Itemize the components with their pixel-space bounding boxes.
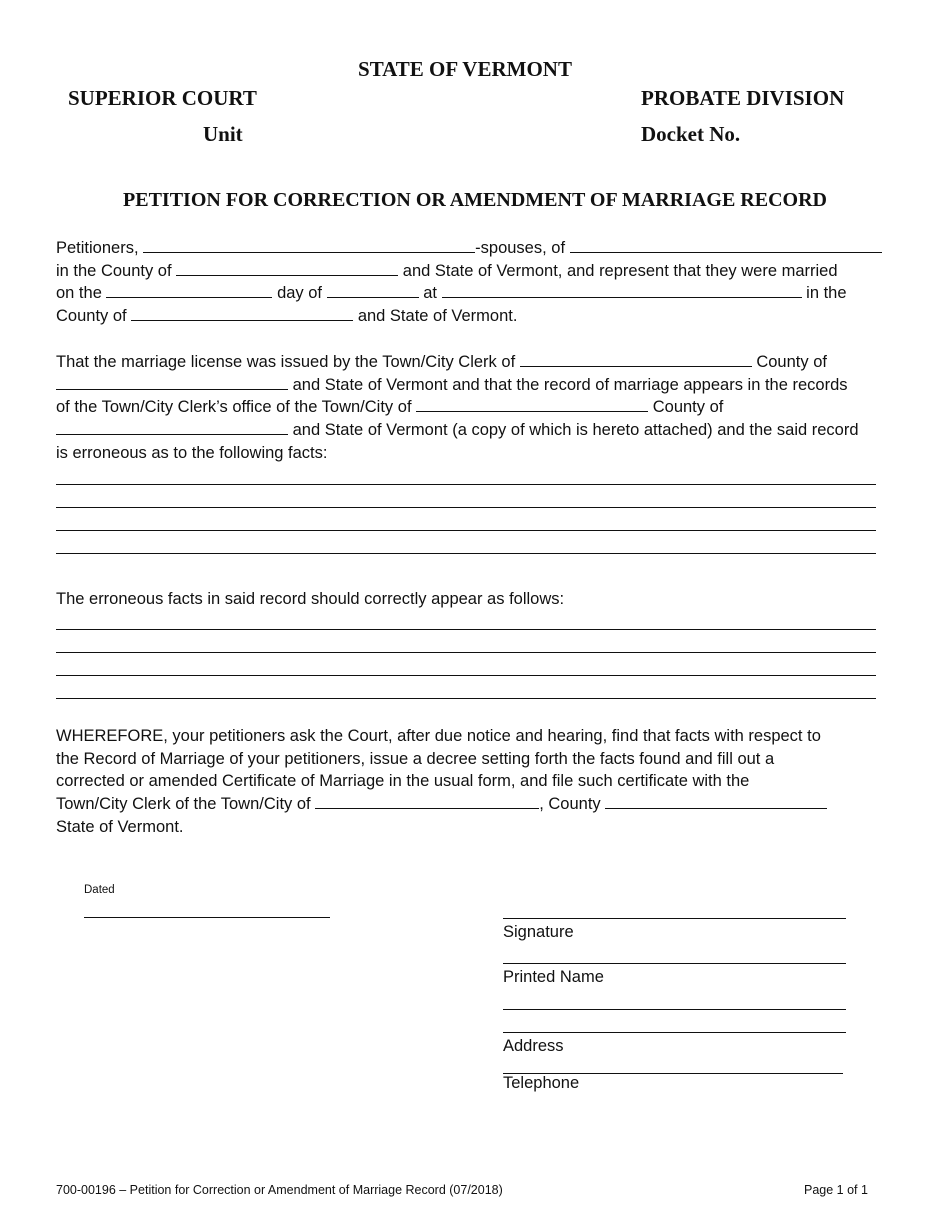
- record-town-field[interactable]: [416, 396, 648, 412]
- marriage-day-field[interactable]: [106, 282, 272, 298]
- correct-facts-line-1[interactable]: [56, 629, 876, 630]
- erroneous-facts-line-3[interactable]: [56, 530, 876, 531]
- certificate-county-field[interactable]: [605, 793, 827, 809]
- erroneous-facts-line-2[interactable]: [56, 507, 876, 508]
- erroneous-facts-line-4[interactable]: [56, 553, 876, 554]
- marriage-county-field[interactable]: [131, 305, 353, 321]
- license-county-field[interactable]: [56, 374, 288, 390]
- certificate-town-field[interactable]: [315, 793, 539, 809]
- marriage-place-field[interactable]: [442, 282, 802, 298]
- page-title: PETITION FOR CORRECTION OR AMENDMENT OF MARRIAGE RECORD: [123, 189, 827, 211]
- form-id-footer: 700-00196 – Petition for Correction or Amendment of Marriage Record (07/2018): [56, 1183, 503, 1197]
- address-label: Address: [503, 1037, 564, 1055]
- dated-label: Dated: [84, 884, 115, 896]
- page-number: Page 1 of 1: [804, 1183, 868, 1197]
- signature-field[interactable]: [503, 918, 846, 919]
- division-heading: PROBATE DIVISION: [641, 86, 845, 110]
- dated-field[interactable]: [84, 917, 330, 918]
- address-line-1-field[interactable]: [503, 1009, 846, 1010]
- license-paragraph: That the marriage license was issued by the Town/City Clerk of County of and State of Vermont and that the record of marriage appears in the records of the Town/City Clerk’s office of the Town/City of County of and State of Vermont (a copy of which is hereto attached) and the said record is erroneous as to the following facts:: [56, 353, 859, 462]
- marriage-month-field[interactable]: [327, 282, 419, 298]
- correct-facts-line-2[interactable]: [56, 652, 876, 653]
- state-heading: STATE OF VERMONT: [358, 57, 572, 81]
- printed-name-label: Printed Name: [503, 968, 604, 986]
- license-town-field[interactable]: [520, 351, 752, 367]
- court-heading: SUPERIOR COURT: [68, 86, 257, 110]
- signature-label: Signature: [503, 923, 574, 941]
- unit-label: Unit: [203, 122, 243, 146]
- petitioners-paragraph: Petitioners, -spouses, of in the County of and State of Vermont, and represent that they were married on the day of at in the County of and State of Vermont.: [56, 237, 882, 328]
- residence-county-field[interactable]: [176, 260, 398, 276]
- record-county-field[interactable]: [56, 419, 288, 435]
- correct-facts-paragraph: The erroneous facts in said record should correctly appear as follows:: [56, 590, 565, 608]
- correct-facts-line-4[interactable]: [56, 698, 876, 699]
- printed-name-field[interactable]: [503, 963, 846, 964]
- residence-field[interactable]: [570, 237, 882, 253]
- docket-label: Docket No.: [641, 122, 741, 146]
- address-line-2-field[interactable]: [503, 1032, 846, 1033]
- wherefore-paragraph: WHEREFORE, your petitioners ask the Court, after due notice and hearing, find that facts with respect to the Record of Marriage of your petitioners, issue a decree setting forth the facts found and fill out a corrected or amended Certificate of Marriage in the usual form, and file such certificate with the Town/City Clerk of the Town/City of , County State of Vermont.: [56, 725, 827, 838]
- petitioners-names-field[interactable]: [143, 237, 475, 253]
- erroneous-facts-line-1[interactable]: [56, 484, 876, 485]
- correct-facts-line-3[interactable]: [56, 675, 876, 676]
- telephone-label: Telephone: [503, 1074, 580, 1092]
